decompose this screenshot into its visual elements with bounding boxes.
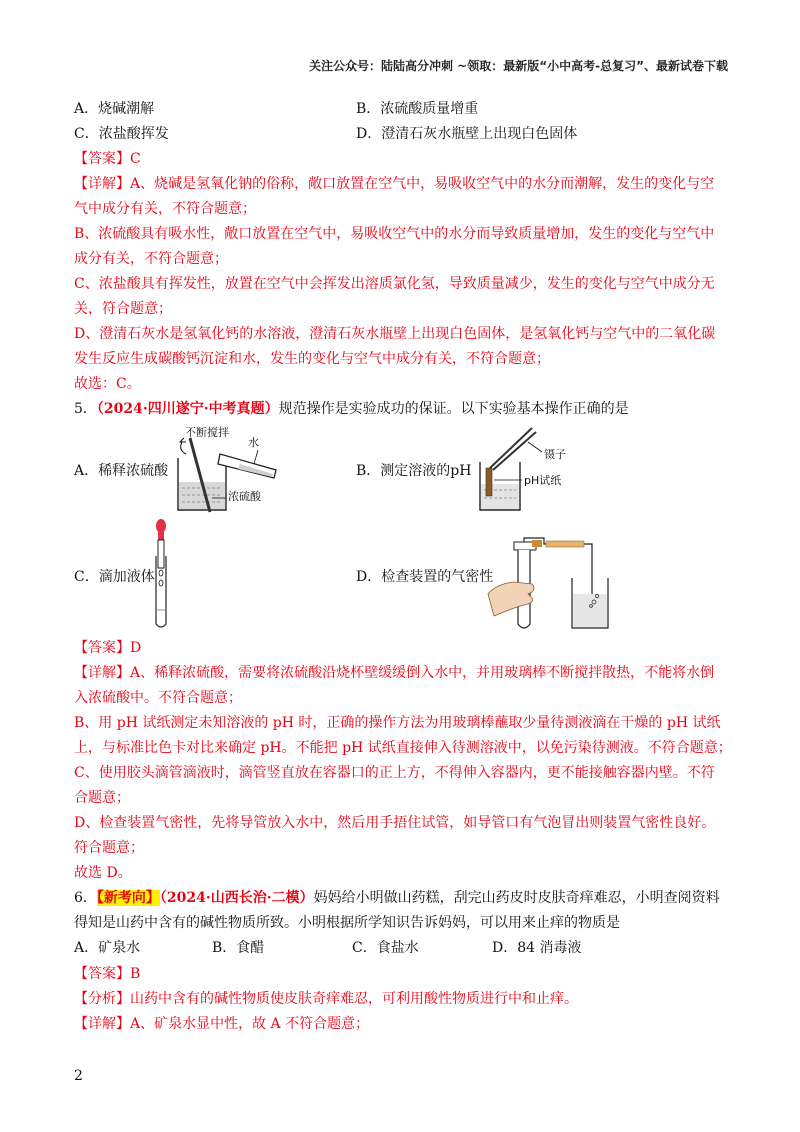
- q5-stem-text: 规范操作是实验成功的保证。以下实验基本操作正确的是: [278, 401, 629, 417]
- q4-option-d: D．澄清石灰水瓶壁上出现白色固体: [356, 126, 578, 142]
- fig-a-water-label: 水: [248, 436, 259, 449]
- q5-detail-line: 合题意；: [74, 790, 130, 806]
- q6-number: 6．: [74, 890, 97, 906]
- q6-source: （2024·山西长治·二模）: [159, 890, 314, 906]
- figure-measure-ph: [470, 424, 600, 516]
- q5-option-a: A．稀释浓硫酸: [74, 463, 169, 479]
- q6-stem-line2: 得知是山药中含有的碱性物质所致。小明根据所学知识告诉妈妈，可以用来止痒的物质是: [74, 915, 620, 931]
- q5-option-d: D．检查装置的气密性: [356, 569, 494, 585]
- q5-option-b: B．测定溶液的pH: [356, 463, 472, 479]
- figure-dilute-acid: [168, 424, 298, 516]
- q6-stem: [74, 887, 720, 909]
- figure-airtightness: [488, 536, 630, 636]
- q4-detail-line: D、澄清石灰水是氢氧化钙的水溶液，澄清石灰水瓶壁上出现白色固体，是氢氧化钙与空气中的二氧化碳: [74, 326, 716, 342]
- q5-detail-line: C、使用胶头滴管滴液时，滴管竖直放在容器口的正上方，不得伸入容器内，更不能接触容器内壁。不符: [74, 765, 715, 781]
- fig-a-acid-label: 浓硫酸: [228, 490, 261, 503]
- q6-option-d: D．84 消毒液: [492, 940, 582, 956]
- q4-detail-line: 发生反应生成碳酸钙沉淀和水，发生的变化与空气中成分有关，不符合题意；: [74, 351, 550, 367]
- q6-analysis: 【分析】山药中含有的碱性物质使皮肤奇痒难忍，可利用酸性物质进行中和止痒。: [74, 991, 578, 1007]
- q6-option-c: C．食盐水: [352, 940, 419, 956]
- fig-b-paper-label: pH试纸: [524, 474, 562, 487]
- q6-new-tag: 【新考向】: [96, 890, 160, 906]
- q5-detail-line: 符合题意；: [74, 840, 144, 856]
- q6-option-b: B．食醋: [212, 940, 265, 956]
- page-header: 关注公众号：陆陆高分冲刺 ~领取：最新版“小中高考-总复习”、最新试卷下载: [309, 59, 728, 73]
- figure-dropper: [148, 516, 188, 630]
- q5-detail-line: B、用 pH 试纸测定未知溶液的 pH 时，正确的操作方法为用玻璃棒蘸取少量待测液滴在干燥的 pH 试纸: [74, 715, 721, 731]
- page-number: 2: [74, 1068, 83, 1084]
- q4-detail-line: 成分有关，不符合题意；: [74, 251, 228, 267]
- q4-option-a: A．烧碱潮解: [74, 101, 155, 117]
- fig-b-tweezers-label: 镊子: [544, 448, 566, 461]
- q5-option-c: C．滴加液体: [74, 569, 155, 585]
- q5-answer: 【答案】D: [74, 640, 142, 656]
- q5-number: 5．: [74, 401, 97, 417]
- q4-option-b: B．浓硫酸质量增重: [356, 101, 479, 117]
- q4-detail-line: C、浓盐酸具有挥发性，放置在空气中会挥发出溶质氯化氢，导致质量减少，发生的变化与空气中成分无: [74, 276, 715, 292]
- q6-stem-text: 妈妈给小明做山药糕，刮完山药皮时皮肤奇痒难忍，小明查阅资料: [313, 890, 720, 906]
- fig-a-stir-label: 不断搅拌: [185, 426, 229, 439]
- q5-source: （2024·四川遂宁·中考真题）: [96, 401, 279, 417]
- q6-answer: 【答案】B: [74, 966, 141, 982]
- q5-stem: [74, 398, 629, 420]
- q4-answer: 【答案】C: [74, 151, 141, 167]
- q4-detail-line: 关，符合题意；: [74, 301, 172, 317]
- q4-detail-line: B、浓硫酸具有吸水性，敞口放置在空气中，易吸收空气中的水分而导致质量增加，发生的变化与空气中: [74, 226, 715, 242]
- q5-detail-line: 【详解】A、稀释浓硫酸，需要将浓硫酸沿烧杯壁缓缓倒入水中，并用玻璃棒不断搅拌散热，不能将水倒: [74, 665, 715, 681]
- q4-conclusion: 故选：C。: [74, 376, 141, 392]
- q5-detail-line: D、检查装置气密性，先将导管放入水中，然后用手捂住试管，如导管口有气泡冒出则装置气密性良好。: [74, 815, 716, 831]
- q4-detail-line: 气中成分有关，不符合题意；: [74, 201, 256, 217]
- q5-detail-line: 入浓硫酸中。不符合题意；: [74, 690, 242, 706]
- q5-conclusion: 故选 D。: [74, 865, 132, 881]
- q4-option-c: C．浓盐酸挥发: [74, 126, 169, 142]
- q5-detail-line: 上，与标准比色卡对比来确定 pH。不能把 pH 试纸直接伸入待测溶液中，以免污染待测液。不符合题意；: [74, 740, 732, 756]
- q6-option-a: A．矿泉水: [74, 940, 141, 956]
- q6-detail: 【详解】A、矿泉水显中性，故 A 不符合题意；: [74, 1016, 370, 1032]
- q4-detail-line: 【详解】A、烧碱是氢氧化钠的俗称，敞口放置在空气中，易吸收空气中的水分而潮解，发生的变化与空: [74, 176, 715, 192]
